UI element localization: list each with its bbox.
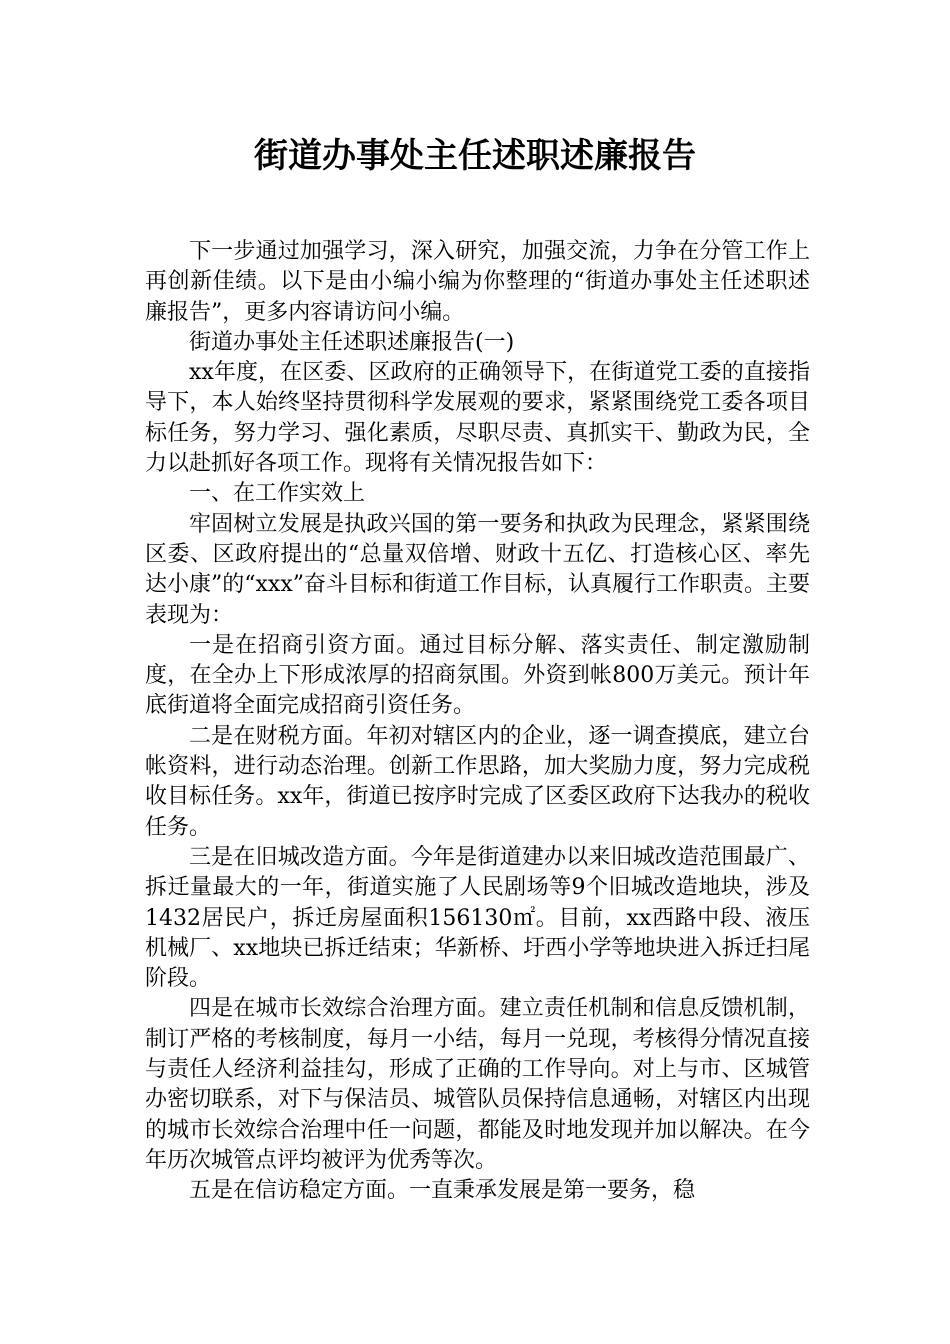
- paragraph-petition: 五是在信访稳定方面。一直秉承发展是第一要务，稳: [189, 1178, 696, 1204]
- paragraph-subheading: 一、在工作实效上: [189, 481, 366, 507]
- paragraph-opening: xx年度，在区委、区政府的正确领导下，在街道党工委的直接指导下，本人始终坚持贯彻科学发展观的要求，紧紧围绕党工委各项目标任务，努力学习、强化素质，尽职尽责、真抓实干、勤政为民，全力以赴抓好各项工作。现将有关情况报告如下：: [145, 360, 810, 477]
- paragraph-goal: 牢固树立发展是执政兴国的第一要务和执政为民理念，紧紧围绕区委、区政府提出的“总量双倍增、财政十五亿、打造核心区、率先达小康”的“xxx”奋斗目标和街道工作目标，认真履行工作职责。主要表现为：: [145, 511, 810, 628]
- paragraph-intro: 下一步通过加强学习，深入研究，加强交流，力争在分管工作上再创新佳绩。以下是由小编小编为你整理的“街道办事处主任述职述廉报告”，更多内容请访问小编。: [145, 239, 810, 325]
- document-body: [145, 237, 810, 1207]
- document-title: 街道办事处主任述职述廉报告: [254, 136, 696, 176]
- paragraph-renovation: 三是在旧城改造方面。今年是街道建办以来旧城改造范围最广、拆迁量最大的一年，街道实施了人民剧场等9个旧城改造地块，涉及1432居民户，拆迁房屋面积156130㎡。目前，xx西路中段、液压机械厂、xx地块已拆迁结束；华新桥、圩西小学等地块进入拆迁扫尾阶段。: [145, 844, 810, 992]
- paragraph-tax: 二是在财税方面。年初对辖区内的企业，逐一调查摸底，建立台帐资料，进行动态治理。创新工作思路，加大奖励力度，努力完成税收目标任务。xx年，街道已按序时完成了区委区政府下达我办的税收任务。: [145, 723, 810, 840]
- paragraph-city-management: 四是在城市长效综合治理方面。建立责任机制和信息反馈机制，制订严格的考核制度，每月一小结，每月一兑现，考核得分情况直接与责任人经济利益挂勾，形成了正确的工作导向。对上与市、区城管办密切联系，对下与保洁员、城管队员保持信息通畅，对辖区内出现的城市长效综合治理中任一问题，都能及时地发现并加以解决。在今年历次城管点评均被评为优秀等次。: [145, 996, 810, 1173]
- paragraph-section-heading: 街道办事处主任述职述廉报告(一): [189, 329, 515, 355]
- paragraph-investment: 一是在招商引资方面。通过目标分解、落实责任、制定激励制度，在全办上下形成浓厚的招商氛围。外资到帐800万美元。预计年底街道将全面完成招商引资任务。: [145, 632, 810, 719]
